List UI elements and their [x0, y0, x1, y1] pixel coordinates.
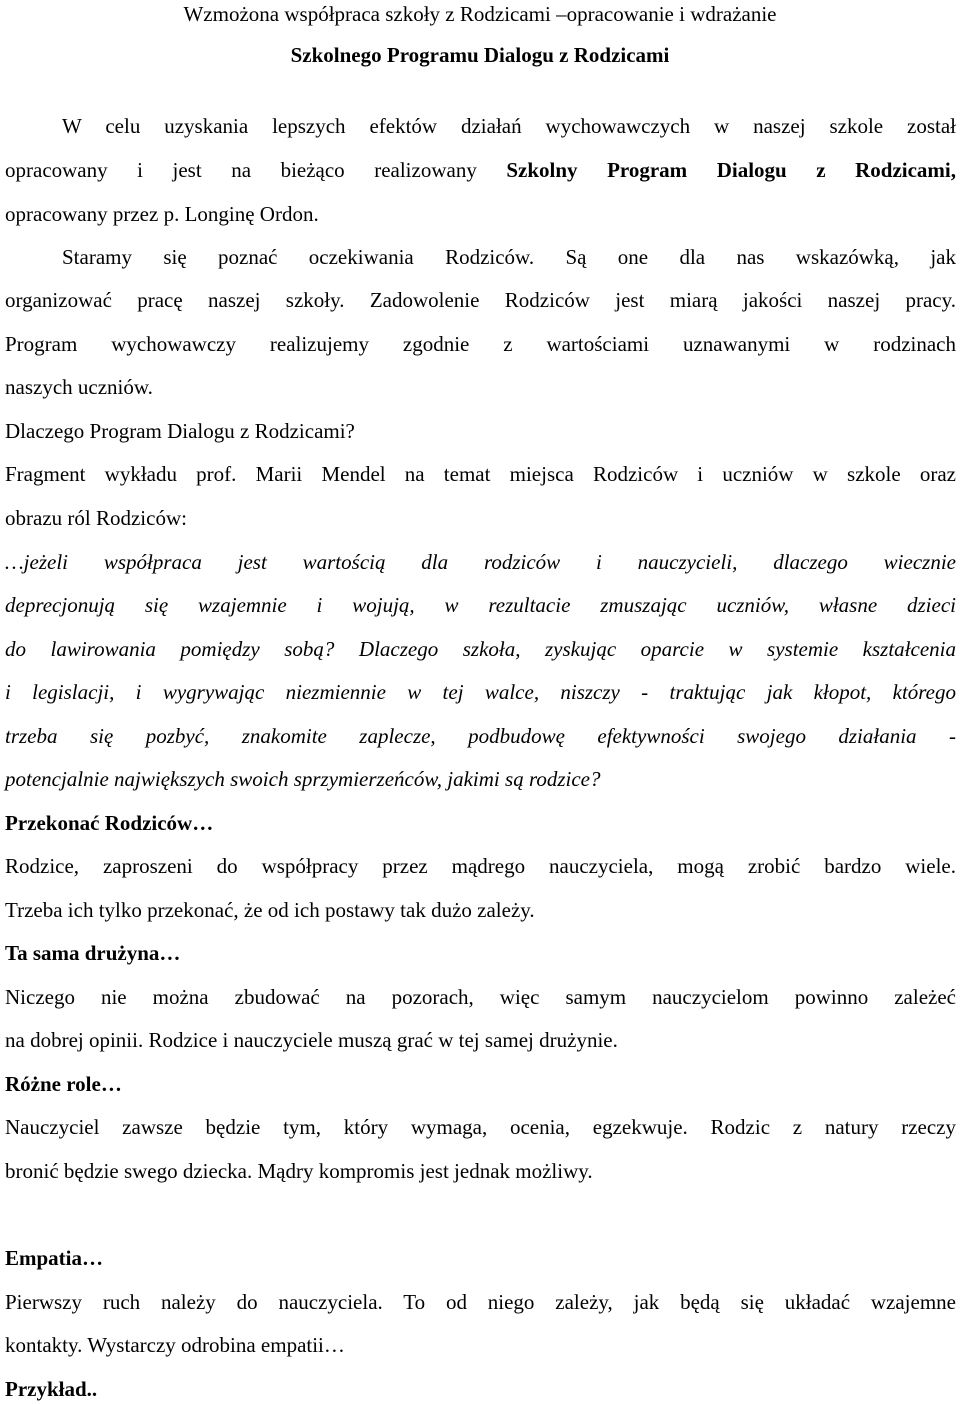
section-heading: Empatia…	[5, 1246, 104, 1270]
section-line: Niczego nie można zbudować na pozorach, więc samym nauczycielom powinno zależeć	[5, 985, 956, 1009]
intro-text: opracowany i jest na bieżąco realizowany	[5, 158, 507, 182]
intro-line	[5, 157, 956, 183]
section-line: kontakty. Wystarczy odrobina empatii…	[5, 1333, 345, 1357]
intro-line: Staramy się poznać oczekiwania Rodziców. Są one dla nas wskazówką, jak	[62, 245, 956, 269]
document-subtitle: Szkolnego Programu Dialogu z Rodzicami	[290, 43, 670, 67]
quote-line: potencjalnie największych swoich sprzymierzeńców, jakimi są rodzice?	[5, 767, 601, 791]
quote-line: i legislacji, i wygrywając niezmiennie w tej walce, niszczy - traktując jak kłopot, którego	[5, 680, 956, 704]
intro-line: organizować pracę naszej szkoły. Zadowolenie Rodziców jest miarą jakości naszej pracy.	[5, 288, 956, 312]
fragment-line: obrazu ról Rodziców:	[5, 506, 187, 530]
program-name: Szkolny Program Dialogu z Rodzicami,	[506, 158, 956, 182]
quote-line: do lawirowania pomiędzy sobą? Dlaczego szkoła, zyskując oparcie w systemie kształcenia	[5, 637, 956, 661]
section-line: na dobrej opinii. Rodzice i nauczyciele muszą grać w tej samej drużynie.	[5, 1028, 618, 1052]
intro-line: naszych uczniów.	[5, 375, 153, 399]
intro-line: W celu uzyskania lepszych efektów działań wychowawczych w naszej szkole został	[62, 114, 956, 138]
fragment-line: Fragment wykładu prof. Marii Mendel na temat miejsca Rodziców i uczniów w szkole oraz	[5, 462, 956, 486]
quote-line: deprecjonują się wzajemnie i wojują, w rezultacie zmuszając uczniów, własne dzieci	[5, 593, 956, 617]
section-heading: Różne role…	[5, 1072, 122, 1096]
section-line: Pierwszy ruch należy do nauczyciela. To od niego zależy, jak będą się układać wzajemne	[5, 1290, 956, 1314]
document-title: Wzmożona współpraca szkoły z Rodzicami –opracowanie i wdrażanie	[183, 2, 777, 26]
section-heading: Przekonać Rodziców…	[5, 811, 214, 835]
why-heading: Dlaczego Program Dialogu z Rodzicami?	[5, 419, 355, 443]
intro-line: Program wychowawczy realizujemy zgodnie z wartościami uznawanymi w rodzinach	[5, 332, 956, 356]
quote-line: …jeżeli współpraca jest wartością dla rodziców i nauczycieli, dlaczego wiecznie	[5, 550, 956, 574]
example-heading: Przykład..	[5, 1377, 98, 1401]
section-heading: Ta sama drużyna…	[5, 941, 181, 965]
quote-line: trzeba się pozbyć, znakomite zaplecze, podbudowę efektywności swojego działania -	[5, 724, 956, 748]
intro-line: opracowany przez p. Longinę Ordon.	[5, 202, 319, 226]
section-line: Trzeba ich tylko przekonać, że od ich postawy tak dużo zależy.	[5, 898, 535, 922]
section-line: Rodzice, zaproszeni do współpracy przez mądrego nauczyciela, mogą zrobić bardzo wiele.	[5, 854, 956, 878]
section-line: bronić będzie swego dziecka. Mądry kompromis jest jednak możliwy.	[5, 1159, 593, 1183]
section-line: Nauczyciel zawsze będzie tym, który wymaga, ocenia, egzekwuje. Rodzic z natury rzeczy	[5, 1115, 956, 1139]
